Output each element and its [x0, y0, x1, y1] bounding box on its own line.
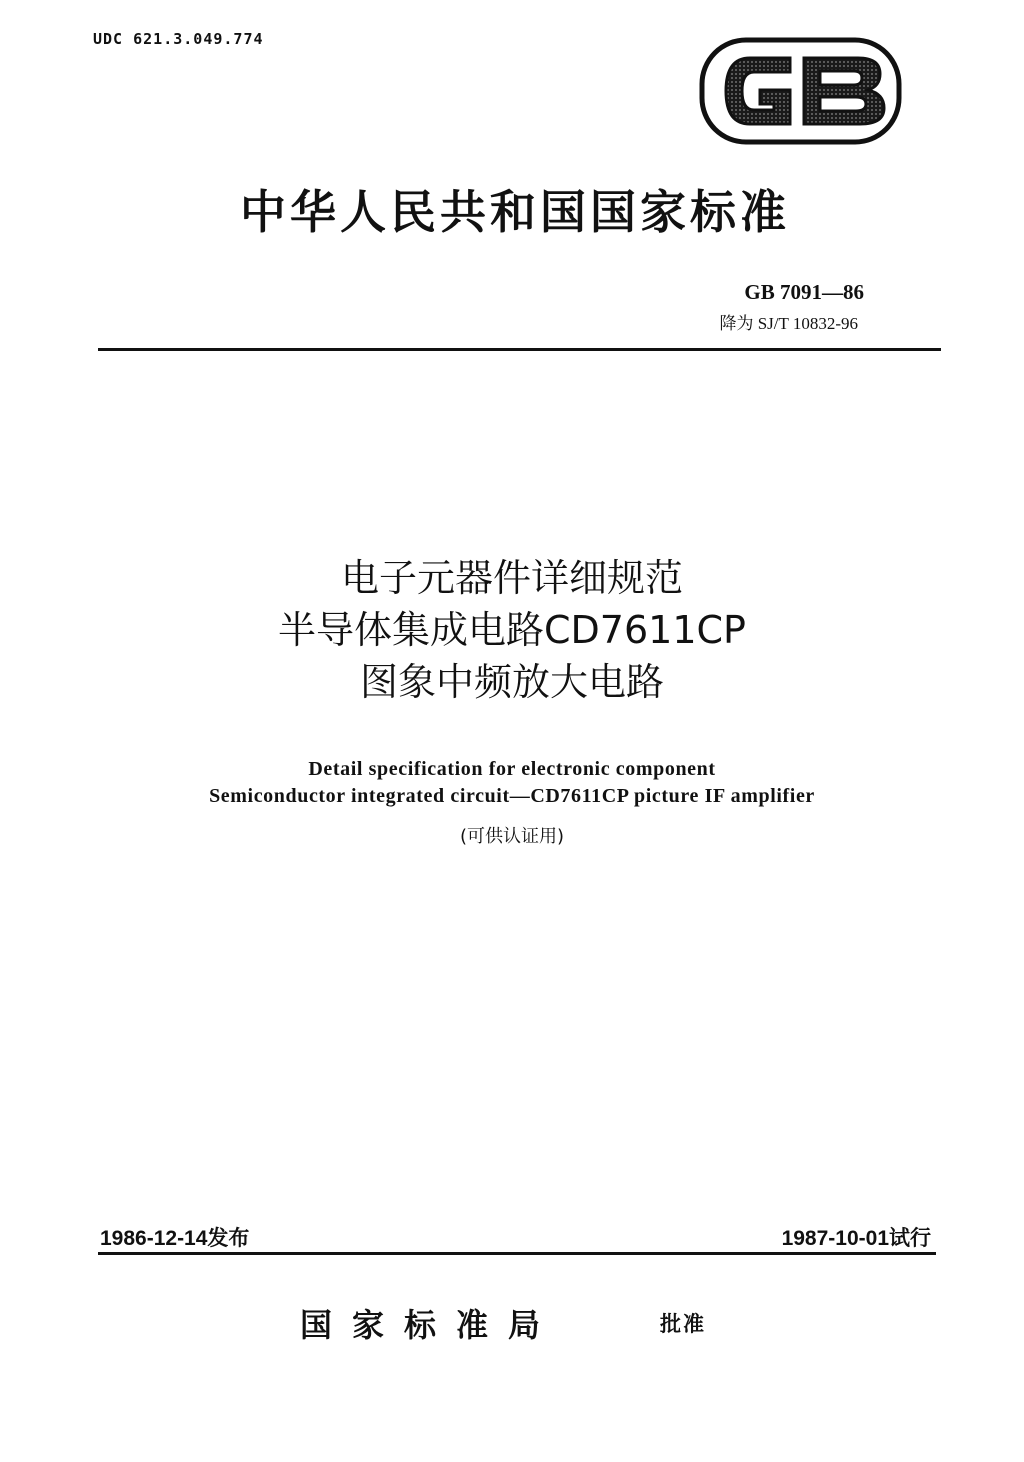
bottom-divider [98, 1252, 936, 1255]
title-cn-line-2: 半导体集成电路CD7611CP [278, 608, 746, 652]
approval-label: 批准 [660, 1312, 706, 1336]
replaced-by-note: 降为 SJ/T 10832-96 [719, 314, 858, 333]
title-cn-line-1: 电子元器件详细规范 [340, 556, 683, 600]
title-cn-line-3: 图象中频放大电路 [359, 660, 664, 704]
udc-code: UDC 621.3.049.774 [93, 30, 264, 48]
title-en-line-1: Detail specification for electronic component [308, 758, 716, 780]
trial-date: 1987-10-01试行 [781, 1227, 931, 1250]
certification-note: (可供认证用) [459, 826, 565, 847]
standard-number: GB 7091—86 [744, 280, 864, 304]
issuing-authority: 国家标准局 [300, 1306, 561, 1344]
gb-logo [698, 36, 903, 146]
issue-date: 1986-12-14发布 [100, 1227, 250, 1250]
national-standard-title: 中华人民共和国国家标准 [240, 185, 790, 239]
top-divider [98, 348, 941, 351]
gb-logo-graphic [698, 36, 903, 146]
title-en-line-2: Semiconductor integrated circuit—CD7611CP picture IF amplifier [209, 785, 815, 807]
